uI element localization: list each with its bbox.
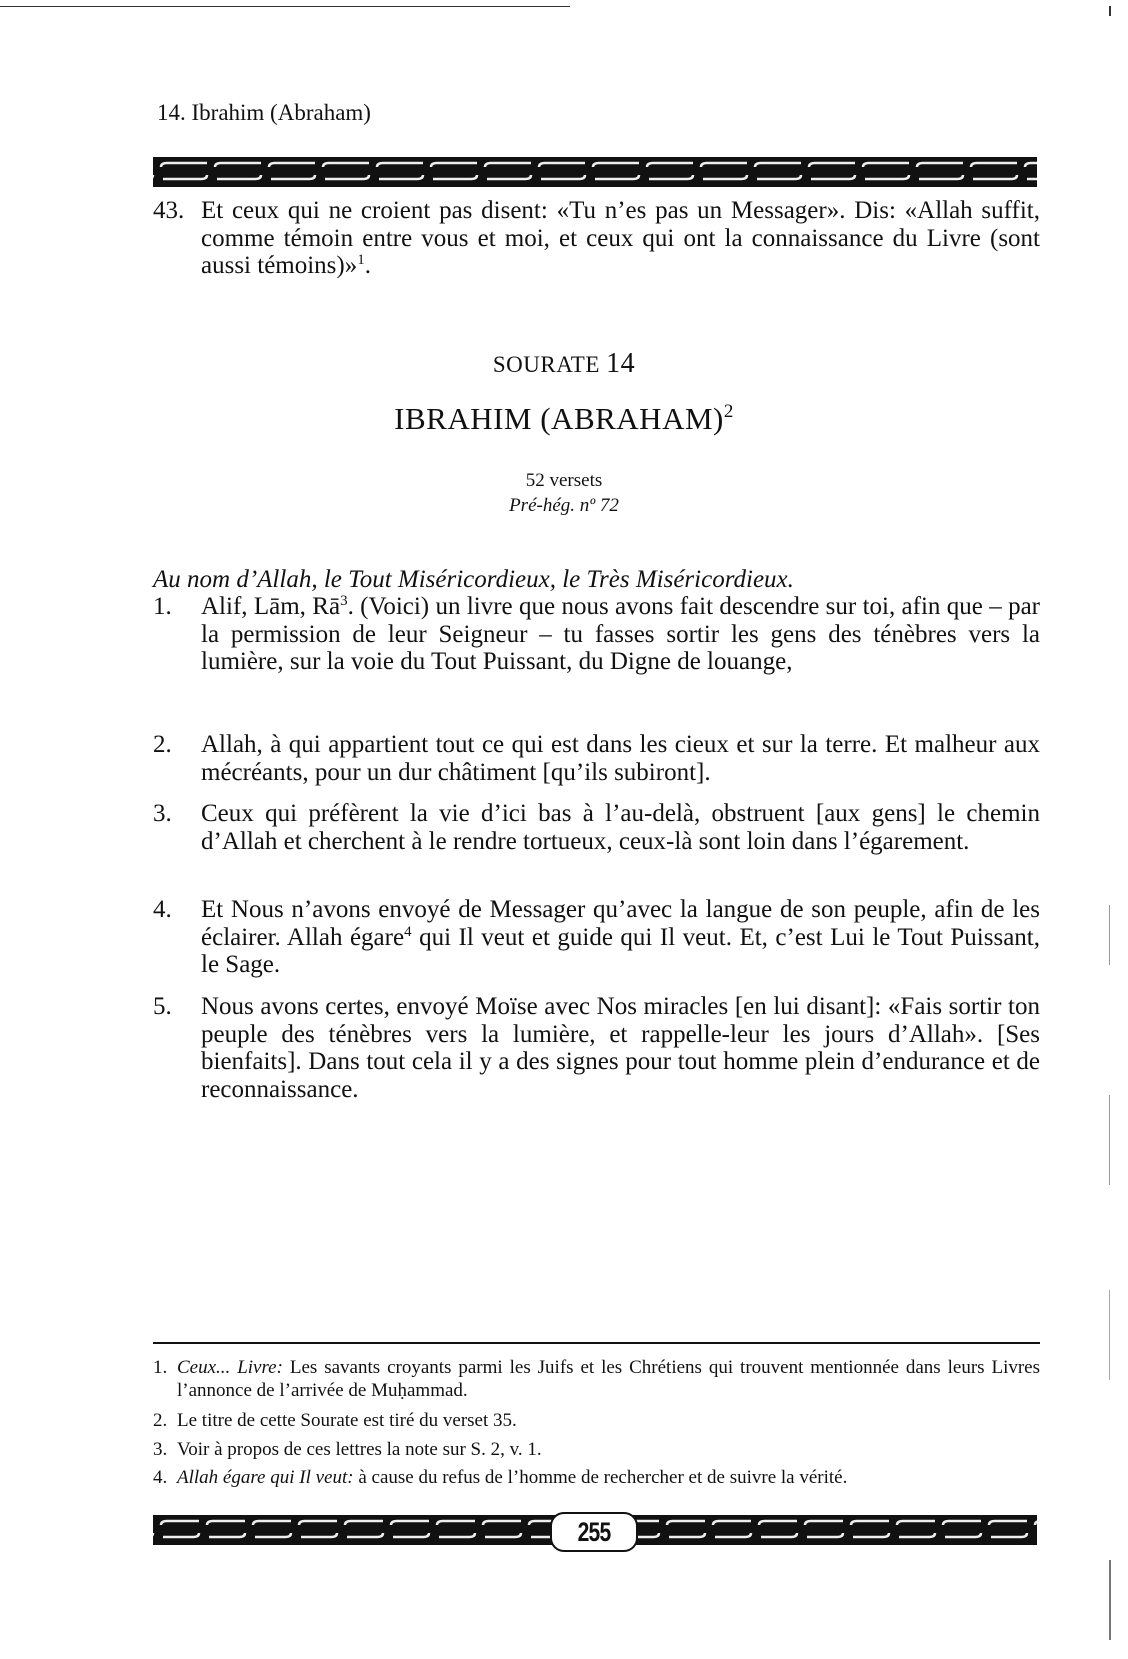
verse-text: Nous avons certes, envoyé Moïse avec Nos miracles [en lui disant]: «Fais sortir ton peuple des ténèbres vers la lumière, et rappelle-leur les jours d’Allah». [Ses bienfaits]. Dans tout cela il y a des signes pour tout homme plein d’endurance et de reconnaissance. [201, 993, 1040, 1103]
surah-label: SOURATE 14 [492, 348, 636, 379]
verse-4 [153, 896, 1040, 979]
verse-text: Allah, à qui appartient tout ce qui est dans les cieux et sur la terre. Et malheur aux mécréants, pour un dur châtiment [qu’ils subiront]. [201, 731, 1040, 786]
verse-5 [153, 993, 1040, 1103]
verse-43 [153, 197, 1040, 280]
footnote-4 [153, 1467, 1040, 1490]
verse-3 [153, 800, 1040, 855]
footnote-ref: 4 [404, 923, 412, 940]
footnote-2 [153, 1410, 1040, 1433]
verse-number: 3. [153, 800, 172, 827]
verse-2 [153, 731, 1040, 786]
footnote-number: 3. [153, 1439, 168, 1460]
footnote-text: Allah égare qui Il veut: à cause du refus de l’homme de rechercher et de suivre la vérité. [177, 1467, 848, 1488]
verse-number: 43. [153, 197, 185, 224]
verse-number: 2. [153, 731, 172, 758]
footnote-text: Voir à propos de ces lettres la note sur S. 2, v. 1. [177, 1439, 542, 1460]
verse-number: 4. [153, 896, 172, 923]
ornamental-band-top [153, 157, 1037, 187]
basmala: Au nom d’Allah, le Tout Miséricordieux, le Très Miséricordieux. [153, 566, 794, 593]
surah-title: IBRAHIM (ABRAHAM)$^2$ [394, 401, 734, 436]
footnote-ref: 3 [340, 593, 348, 609]
footnote-text: Le titre de cette Sourate est tiré du verset 35. [177, 1410, 517, 1431]
footnote-ref: 1 [357, 252, 365, 268]
footnote-rule [153, 1342, 1040, 1344]
footnote-ref: 2 [723, 401, 734, 422]
verse-count: 52 versets [525, 470, 603, 491]
footnote-1 [153, 1357, 1040, 1402]
page-number: 255 [577, 1516, 611, 1547]
page-number-frame [550, 1512, 638, 1552]
footnote-number: 2. [153, 1410, 168, 1431]
verse-text: Ceux qui préfèrent la vie d’ici bas à l’au-delà, obstruent [aux gens] le chemin d’Allah et cherchent à le rendre tortueux, ceux-là sont loin dans l’égarement. [201, 800, 1040, 855]
chronology: Pré-hég. nº 72 [509, 495, 619, 516]
footnote-number: 1. [153, 1357, 168, 1378]
verse-text: Alif, Lām, $Rā^3$. (Voici) un livre que nous avons fait descendre sur toi, afin que – par la permission de leur Seigneur – tu fasses sortir les gens des ténèbres vers la lumière, sur la voie du Tout Puissant, du Digne de louange, [201, 593, 1040, 675]
margin-specks [1108, 0, 1114, 1659]
footnote-3 [153, 1439, 1040, 1462]
top-rule [0, 6, 570, 7]
verse-number: 1. [153, 593, 172, 620]
verse-text: Et Nous n’avons envoyé de Messager qu’avec la langue de son peuple, afin de les éclairer. Allah égare$^4$ qui Il veut et guide qui Il veut. Et, c’est Lui le Tout Puissant, le Sage. [201, 896, 1040, 978]
footnote-text: Ceux... Livre: Les savants croyants parmi les Juifs et les Chrétiens qui trouvent mentionnée dans leurs Livres l’annonce de l’arrivée de Muḥammad. [177, 1357, 1040, 1401]
verse-number: 5. [153, 993, 172, 1020]
running-head: 14. Ibrahim (Abraham) [157, 100, 371, 125]
footnote-number: 4. [153, 1467, 168, 1488]
verse-1 [153, 593, 1040, 676]
verse-text: Et ceux qui ne croient pas disent: «Tu n’es pas un Messager». Dis: «Allah suffit, comme témoin entre vous et moi, et ceux qui ont la connaissance du Livre (sont aussi témoins)»$^1$. [201, 197, 1040, 279]
